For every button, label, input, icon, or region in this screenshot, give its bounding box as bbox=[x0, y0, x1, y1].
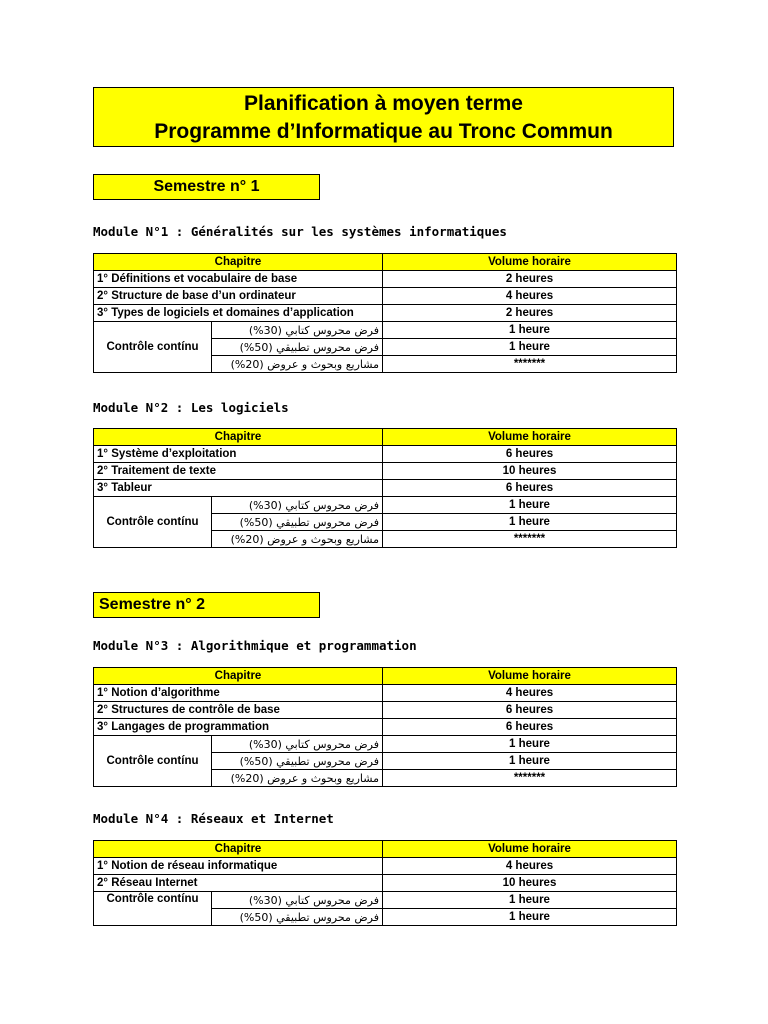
eval-volume: 1 heure bbox=[383, 909, 677, 926]
module-3-title: Module N°3 : Algorithmique et programmation bbox=[93, 638, 417, 653]
table-row bbox=[94, 322, 677, 339]
eval-volume: 1 heure bbox=[383, 497, 677, 514]
table-row bbox=[94, 497, 677, 514]
table-row bbox=[94, 858, 677, 875]
table-row bbox=[94, 875, 677, 892]
header-volume: Volume horaire bbox=[383, 841, 677, 858]
chapter-name: 2° Réseau Internet bbox=[94, 875, 383, 892]
table-row bbox=[94, 736, 677, 753]
header-volume: Volume horaire bbox=[383, 668, 677, 685]
eval-pratique: فرض محروس تطبيقي (50%) bbox=[212, 909, 383, 926]
controle-label: Contrôle contínu bbox=[94, 322, 212, 373]
table-row bbox=[94, 446, 677, 463]
chapter-volume: 6 heures bbox=[383, 702, 677, 719]
title-line-2: Programme d’Informatique au Tronc Commun bbox=[154, 120, 613, 143]
header-chapitre: Chapitre bbox=[94, 668, 383, 685]
eval-pratique: فرض محروس تطبيقي (50%) bbox=[212, 514, 383, 531]
page-title bbox=[93, 87, 674, 147]
eval-projets: مشاريع وبحوث و عروض (20%) bbox=[212, 531, 383, 548]
controle-label: Contrôle contínu bbox=[94, 497, 212, 548]
eval-volume: 1 heure bbox=[383, 736, 677, 753]
eval-volume: 1 heure bbox=[383, 892, 677, 909]
chapter-name: 3° Types de logiciels et domaines d’application bbox=[94, 305, 383, 322]
chapter-name: 1° Définitions et vocabulaire de base bbox=[94, 271, 383, 288]
table-row bbox=[94, 271, 677, 288]
chapter-volume: 2 heures bbox=[383, 271, 677, 288]
eval-volume: 1 heure bbox=[383, 322, 677, 339]
semester-2-label: Semestre n° 2 bbox=[93, 592, 320, 618]
eval-volume: 1 heure bbox=[383, 514, 677, 531]
chapter-volume: 2 heures bbox=[383, 305, 677, 322]
table-header-row bbox=[94, 254, 677, 271]
chapter-volume: 10 heures bbox=[383, 875, 677, 892]
chapter-name: 2° Structure de base d’un ordinateur bbox=[94, 288, 383, 305]
eval-projets: مشاريع وبحوث و عروض (20%) bbox=[212, 770, 383, 787]
table-header-row bbox=[94, 841, 677, 858]
chapter-name: 2° Traitement de texte bbox=[94, 463, 383, 480]
header-volume: Volume horaire bbox=[383, 254, 677, 271]
chapter-name: 3° Tableur bbox=[94, 480, 383, 497]
header-chapitre: Chapitre bbox=[94, 429, 383, 446]
chapter-name: 1° Notion de réseau informatique bbox=[94, 858, 383, 875]
table-row bbox=[94, 892, 677, 909]
semester-1-label: Semestre n° 1 bbox=[93, 174, 320, 200]
eval-volume: 1 heure bbox=[383, 753, 677, 770]
module-4-table bbox=[93, 840, 677, 926]
table-row bbox=[94, 288, 677, 305]
header-volume: Volume horaire bbox=[383, 429, 677, 446]
eval-ecrit: فرض محروس كتابي (30%) bbox=[212, 736, 383, 753]
chapter-volume: 4 heures bbox=[383, 685, 677, 702]
table-row bbox=[94, 719, 677, 736]
header-chapitre: Chapitre bbox=[94, 254, 383, 271]
chapter-name: 2° Structures de contrôle de base bbox=[94, 702, 383, 719]
eval-volume: ******* bbox=[383, 770, 677, 787]
eval-ecrit: فرض محروس كتابي (30%) bbox=[212, 497, 383, 514]
table-row bbox=[94, 685, 677, 702]
chapter-volume: 10 heures bbox=[383, 463, 677, 480]
table-row bbox=[94, 305, 677, 322]
eval-projets: مشاريع وبحوث و عروض (20%) bbox=[212, 356, 383, 373]
eval-volume: ******* bbox=[383, 531, 677, 548]
controle-label: Contrôle contínu bbox=[94, 736, 212, 787]
eval-ecrit: فرض محروس كتابي (30%) bbox=[212, 892, 383, 909]
chapter-volume: 6 heures bbox=[383, 480, 677, 497]
module-2-table bbox=[93, 428, 677, 548]
module-2-title: Module N°2 : Les logiciels bbox=[93, 400, 289, 415]
eval-pratique: فرض محروس تطبيقي (50%) bbox=[212, 753, 383, 770]
header-chapitre: Chapitre bbox=[94, 841, 383, 858]
module-1-table bbox=[93, 253, 677, 373]
eval-volume: ******* bbox=[383, 356, 677, 373]
chapter-volume: 4 heures bbox=[383, 858, 677, 875]
module-1-title: Module N°1 : Généralités sur les systèmes informatiques bbox=[93, 224, 507, 239]
table-row bbox=[94, 702, 677, 719]
controle-label: Contrôle contínu bbox=[94, 892, 212, 926]
chapter-volume: 6 heures bbox=[383, 446, 677, 463]
table-row bbox=[94, 480, 677, 497]
eval-ecrit: فرض محروس كتابي (30%) bbox=[212, 322, 383, 339]
chapter-volume: 4 heures bbox=[383, 288, 677, 305]
eval-pratique: فرض محروس تطبيقي (50%) bbox=[212, 339, 383, 356]
module-3-table bbox=[93, 667, 677, 787]
table-header-row bbox=[94, 668, 677, 685]
eval-volume: 1 heure bbox=[383, 339, 677, 356]
chapter-volume: 6 heures bbox=[383, 719, 677, 736]
module-4-title: Module N°4 : Réseaux et Internet bbox=[93, 811, 334, 826]
table-header-row bbox=[94, 429, 677, 446]
chapter-name: 1° Notion d’algorithme bbox=[94, 685, 383, 702]
table-row bbox=[94, 463, 677, 480]
chapter-name: 3° Langages de programmation bbox=[94, 719, 383, 736]
title-line-1: Planification à moyen terme bbox=[244, 92, 523, 115]
chapter-name: 1° Système d’exploitation bbox=[94, 446, 383, 463]
